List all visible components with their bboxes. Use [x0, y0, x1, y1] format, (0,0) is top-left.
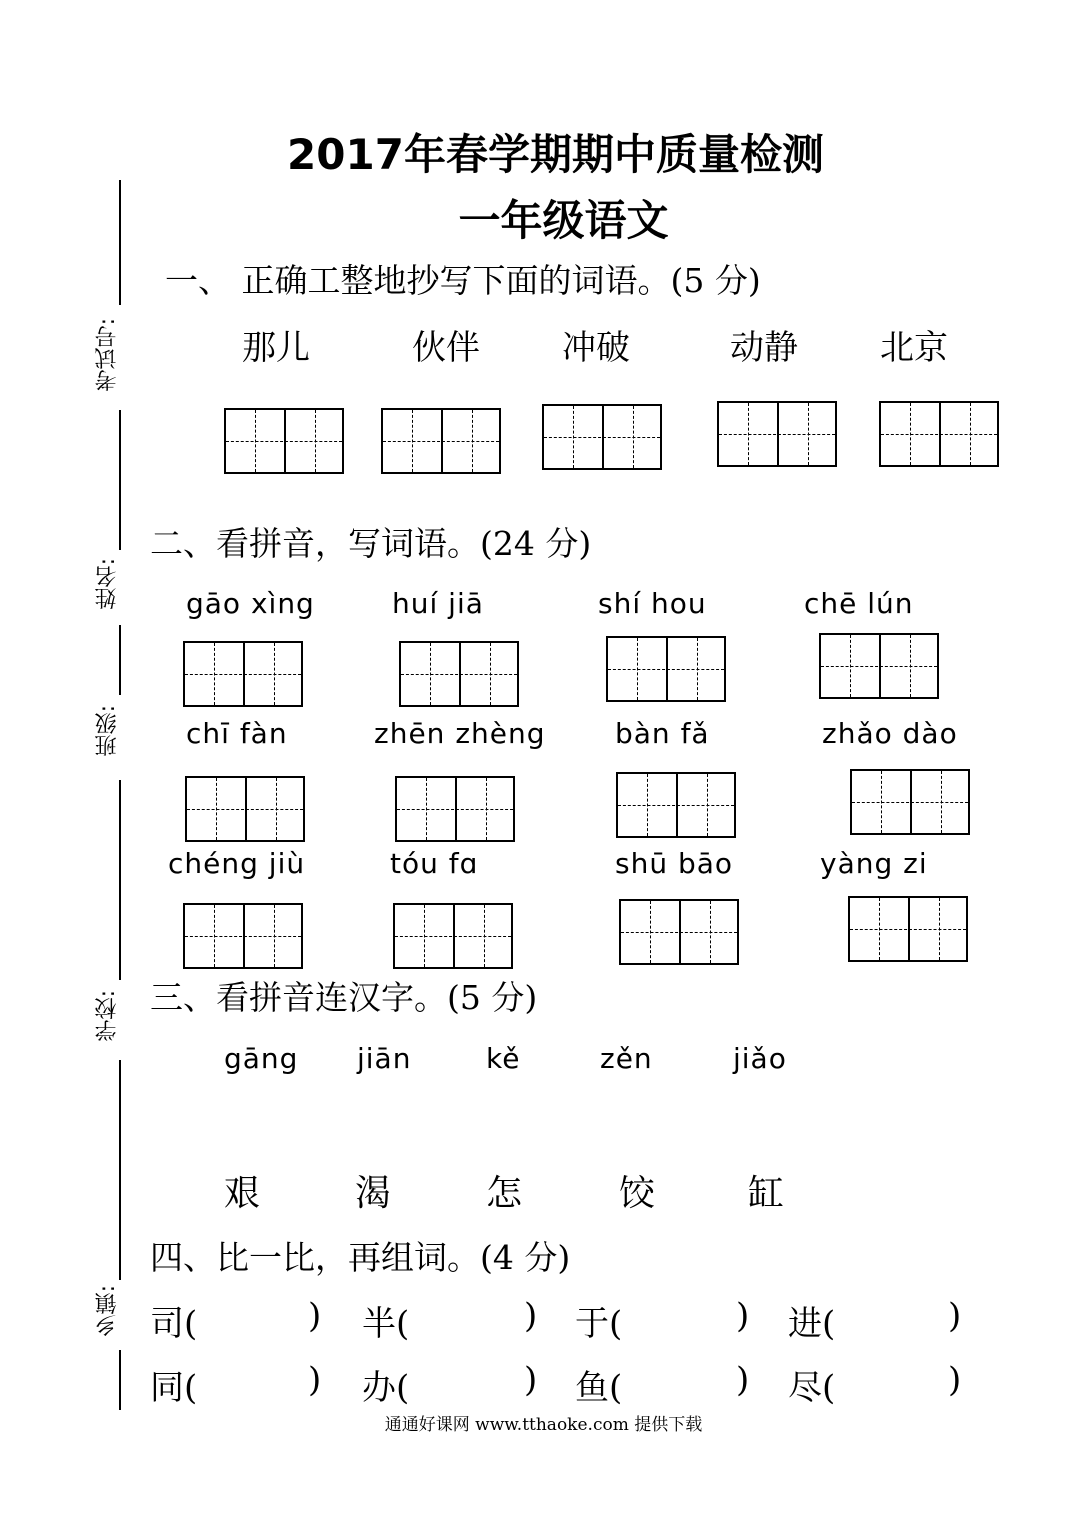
writing-grid[interactable]: [619, 899, 739, 965]
writing-grid[interactable]: [850, 769, 970, 835]
page-subtitle: 一年级语文: [458, 196, 669, 245]
pinyin: zhǎo dào: [822, 717, 958, 750]
copy-word: 北京: [880, 328, 948, 368]
combo-close: ): [524, 1296, 538, 1336]
combo-char: 办(: [362, 1368, 410, 1408]
hanzi[interactable]: 渴: [355, 1173, 392, 1214]
hanzi[interactable]: 怎: [486, 1173, 523, 1214]
pinyin: kě: [486, 1042, 521, 1075]
footer-note: 通通好课网 www.tthaoke.com 提供下载: [384, 1415, 703, 1435]
combo-close: ): [524, 1360, 538, 1400]
pinyin: gāng: [224, 1042, 299, 1075]
hanzi[interactable]: 艰: [224, 1173, 261, 1214]
writing-grid[interactable]: [399, 641, 519, 707]
pinyin: jiǎo: [733, 1042, 787, 1075]
writing-grid[interactable]: [606, 636, 726, 702]
copy-word: 那儿: [242, 328, 310, 368]
combo-char: 进(: [788, 1304, 836, 1344]
writing-grid[interactable]: [183, 641, 303, 707]
section4-heading: 四、比一比，再组词。(4 分): [150, 1238, 571, 1277]
margin-line: [119, 180, 121, 305]
writing-grid[interactable]: [393, 903, 513, 969]
combo-close: ): [736, 1296, 750, 1336]
writing-grid[interactable]: [848, 896, 968, 962]
margin-line: [119, 410, 121, 550]
writing-grid[interactable]: [395, 776, 515, 842]
pinyin: yàng zi: [820, 847, 928, 880]
combo-char: 鱼(: [575, 1368, 623, 1408]
combo-char: 司(: [150, 1304, 198, 1344]
writing-grid[interactable]: [616, 772, 736, 838]
margin-line: [119, 780, 121, 980]
writing-grid[interactable]: [542, 404, 662, 470]
pinyin: zhēn zhèng: [374, 717, 546, 750]
class-label: 班级:: [95, 705, 120, 757]
margin-line: [119, 625, 121, 695]
pinyin: shū bāo: [615, 847, 734, 880]
pinyin: chéng jiù: [168, 847, 306, 880]
combo-char: 于(: [575, 1304, 623, 1344]
combo-close: ): [308, 1296, 322, 1336]
writing-grid[interactable]: [879, 401, 999, 467]
combo-char: 同(: [150, 1368, 198, 1408]
combo-close: ): [736, 1360, 750, 1400]
writing-grid[interactable]: [381, 408, 501, 474]
writing-grid[interactable]: [183, 903, 303, 969]
pinyin: jiān: [357, 1042, 412, 1075]
pinyin: zěn: [600, 1042, 653, 1075]
hanzi[interactable]: 缸: [748, 1173, 785, 1214]
copy-word: 伙伴: [412, 328, 480, 368]
writing-grid[interactable]: [185, 776, 305, 842]
margin-line: [119, 1060, 121, 1280]
combo-close: ): [948, 1296, 962, 1336]
writing-grid[interactable]: [224, 408, 344, 474]
pinyin: shí hou: [598, 587, 707, 620]
pinyin: huí jiā: [392, 587, 484, 620]
section1-heading: 一、 正确工整地抄写下面的词语。(5 分): [165, 261, 761, 300]
pinyin: chī fàn: [186, 717, 288, 750]
hanzi[interactable]: 饺: [619, 1173, 656, 1214]
writing-grid[interactable]: [717, 401, 837, 467]
margin-line: [119, 1350, 121, 1410]
town-label: 乡镇:: [95, 1285, 120, 1337]
combo-char: 半(: [362, 1304, 410, 1344]
name-label: 姓名:: [95, 558, 120, 610]
pinyin: bàn fǎ: [615, 717, 710, 750]
pinyin: gāo xìng: [186, 587, 315, 620]
combo-close: ): [308, 1360, 322, 1400]
section2-heading: 二、看拼音，写词语。(24 分): [150, 524, 592, 563]
copy-word: 冲破: [562, 328, 630, 368]
exam-number-label: 考试号:: [95, 318, 120, 392]
writing-grid[interactable]: [819, 633, 939, 699]
pinyin: tóu fɑ: [390, 847, 479, 880]
combo-char: 尽(: [788, 1368, 836, 1408]
combo-close: ): [948, 1360, 962, 1400]
page-title: 2017年春学期期中质量检测: [287, 130, 824, 179]
school-label: 学校:: [95, 990, 120, 1042]
pinyin: chē lún: [804, 587, 914, 620]
copy-word: 动静: [730, 328, 798, 368]
section3-heading: 三、看拼音连汉字。(5 分): [150, 978, 538, 1017]
